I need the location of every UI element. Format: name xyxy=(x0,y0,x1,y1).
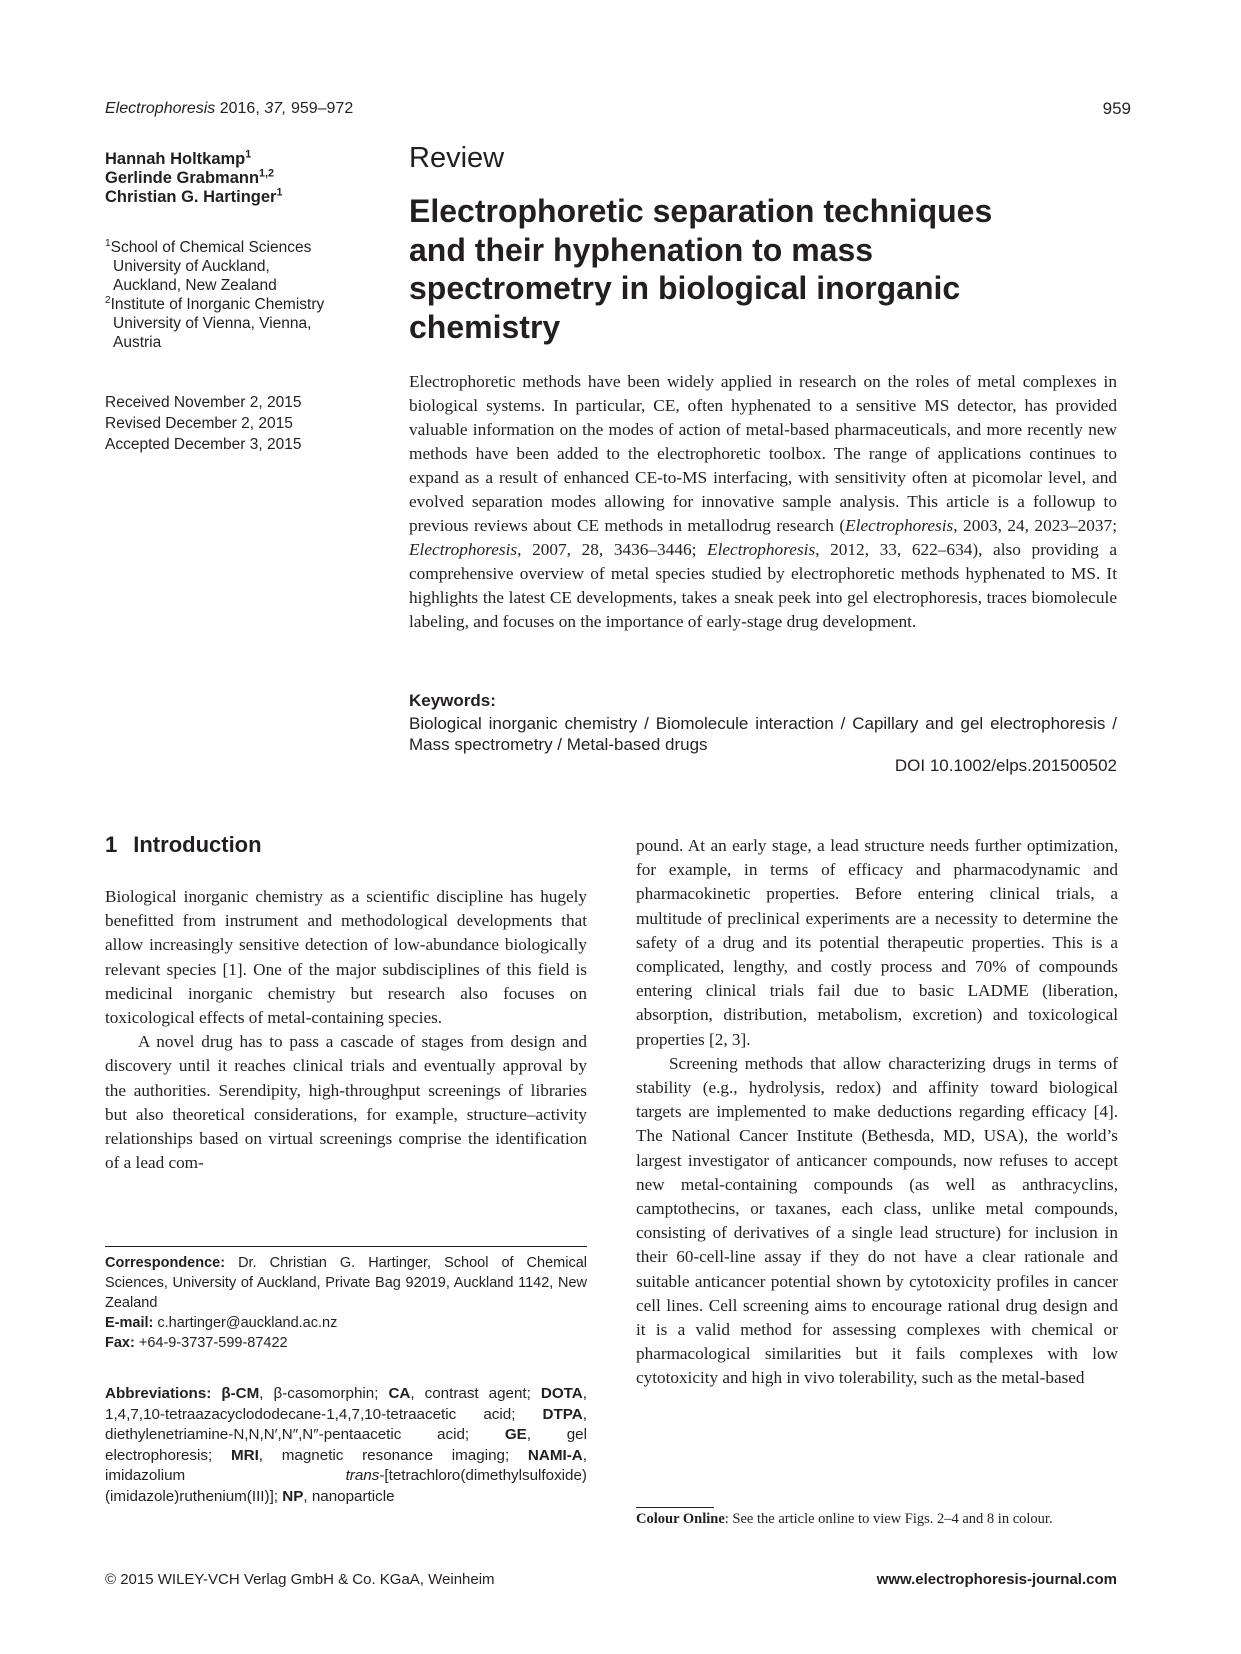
body-column-left xyxy=(105,885,587,1175)
received-date: Received November 2, 2015 xyxy=(105,394,302,411)
article-dates xyxy=(105,392,301,455)
journal-pages: 959–972 xyxy=(290,100,354,117)
copyright: © 2015 WILEY-VCH Verlag GmbH & Co. KGaA, Weinheim xyxy=(105,1571,495,1588)
accepted-date: Accepted December 3, 2015 xyxy=(105,436,302,453)
page-number: 959 xyxy=(1102,99,1131,118)
body-column-right xyxy=(636,834,1118,1391)
keywords-list: Biological inorganic chemistry / Biomolecule interaction / Capillary and gel electrophoresis / Mass spectrometry / Metal-based drugs xyxy=(409,714,1117,754)
keywords-heading: Keywords: xyxy=(409,691,496,710)
paragraph: Screening methods that allow characterizing drugs in terms of stability (e.g., hydrolysis, redox) and affinity toward biological targets are implemented to make deductions regarding efficacy [4]. The National Cancer Institute (Bethesda, MD, USA), the world’s largest investigator of anticancer compounds, now refuses to accept new metal-containing compounds (as well as anthracyclins, camptothecins, or taxanes, each class, unlike metal compounds, consisting of derivatives of a single lead structure) for inclusion in their 60-cell-line assay if they do not have a clear rationale and suitable anticancer potential shown by cytotoxicity profiles in cancer cell lines. Cell screening aims to encourage rational drug design and it is a valid method for assessing complexes with chemical or pharmacological similarities but it fails complexes with low cytotoxicity and high in vivo tolerability, such as the metal-based xyxy=(636,1053,1118,1388)
journal-year: 2016, xyxy=(219,100,260,117)
affiliation: $^1$School of Chemical Sciences University of Auckland, Auckland, New Zealand xyxy=(105,237,312,294)
footnote-divider xyxy=(636,1507,714,1508)
doi[interactable]: DOI 10.1002/elps.201500502 xyxy=(894,756,1117,775)
footnote-divider xyxy=(105,1246,587,1247)
affiliation: $^2$Institute of Inorganic Chemistry University of Vienna, Vienna, Austria xyxy=(105,294,325,351)
author-list xyxy=(105,150,282,207)
section-number: 1 xyxy=(105,832,118,857)
section-heading xyxy=(105,832,262,858)
paragraph: A novel drug has to pass a cascade of stages from design and discovery until it reaches clinical trials and eventually approval by the authorities. Serendipity, high-throughput screenings of libraries but also theoretical considerations, for example, structure–activity relationships based on virtual screenings comprise the identification of a lead com- xyxy=(105,1032,587,1173)
author: Gerlinde Grabmann$^{1,2}$ xyxy=(105,167,274,187)
article-type-label: Review xyxy=(409,142,505,174)
affiliation-list xyxy=(105,238,324,352)
paragraph: Biological inorganic chemistry as a scientific discipline has hugely benefitted from instrument and methodological developments that allow increasingly sensitive detection of low-abundance biologically relevant species [1]. One of the major subdisciplines of this field is medicinal inorganic chemistry but research also focuses on toxicological effects of metal-containing species. xyxy=(105,887,587,1028)
correspondence: Correspondence: Dr. Christian G. Hartinger, School of Chemical Sciences, University of Auckland, Private Bag 92019, Auckland 1142, New Zealand E-mail: c.hartinger@auckland.ac.nz Fax: +64-9-3737-599-87422 xyxy=(105,1255,587,1351)
abbreviations: Abbreviations: β-CM, β-casomorphin; CA, contrast agent; DOTA, 1,4,7,10-tetraazacyclododecane-1,4,7,10-tetraacetic acid; DTPA, diethylenetriamine-N,N,N′,N″,N″-pentaacetic acid; GE, gel electrophoresis; MRI, magnetic resonance imaging; NAMI-A, imidazolium trans-[tetrachloro(dimethylsulfoxide)(imidazole)ruthenium(III)]; NP, nanoparticle xyxy=(105,1385,587,1505)
section-title: Introduction xyxy=(133,832,262,857)
abstract: Electrophoretic methods have been widely applied in research on the roles of metal complexes in biological systems. In particular, CE, often hyphenated to a sensitive MS detector, has provided valuable information on the modes of action of metal-based pharmaceuticals, and more recently new methods have been added to the electrophoretic toolbox. The range of applications continues to expand as a result of enhanced CE-to-MS interfacing, with sensitivity often at picomolar level, and evolved separation modes allowing for innovative sample analysis. This article is a followup to previous reviews about CE methods in metallodrug research (Electrophoresis, 2003, 24, 2023–2037; Electrophoresis, 2007, 28, 3436–3446; Electrophoresis, 2012, 33, 622–634), also providing a comprehensive overview of metal species studied by electrophoretic methods hyphenated to MS. It highlights the latest CE developments, takes a sneak peek into gel electrophoresis, traces biomolecule labeling, and focuses on the importance of early-stage drug development. xyxy=(409,372,1118,631)
colour-online-note: Colour Online: See the article online to view Figs. 2–4 and 8 in colour. xyxy=(636,1511,1053,1527)
revised-date: Revised December 2, 2015 xyxy=(105,415,293,432)
email-link[interactable]: c.hartinger@auckland.ac.nz xyxy=(153,1315,338,1331)
paragraph: pound. At an early stage, a lead structure needs further optimization, for example, in terms of efficacy and pharmacodynamic and pharmacokinetic properties. Before entering clinical trials, a multitude of preclinical experiments are a necessity to determine the safety of a drug and its potential therapeutic properties. This is a complicated, lengthy, and costly process and 70% of compounds entering clinical trials fail due to basic LADME (liberation, absorption, distribution, metabolism, excretion) and toxicological properties [2, 3]. xyxy=(636,836,1118,1049)
author: Christian G. Hartinger$^1$ xyxy=(105,186,283,206)
journal-volume: 37, xyxy=(264,100,287,117)
journal-name: Electrophoresis xyxy=(105,100,216,117)
running-header xyxy=(105,100,353,118)
journal-website-link[interactable]: www.electrophoresis-journal.com xyxy=(876,1571,1117,1588)
article-title: Electrophoretic separation techniques and their hyphenation to mass spectrometry in biological inorganic chemistry xyxy=(409,193,993,345)
author: Hannah Holtkamp$^1$ xyxy=(105,148,252,168)
